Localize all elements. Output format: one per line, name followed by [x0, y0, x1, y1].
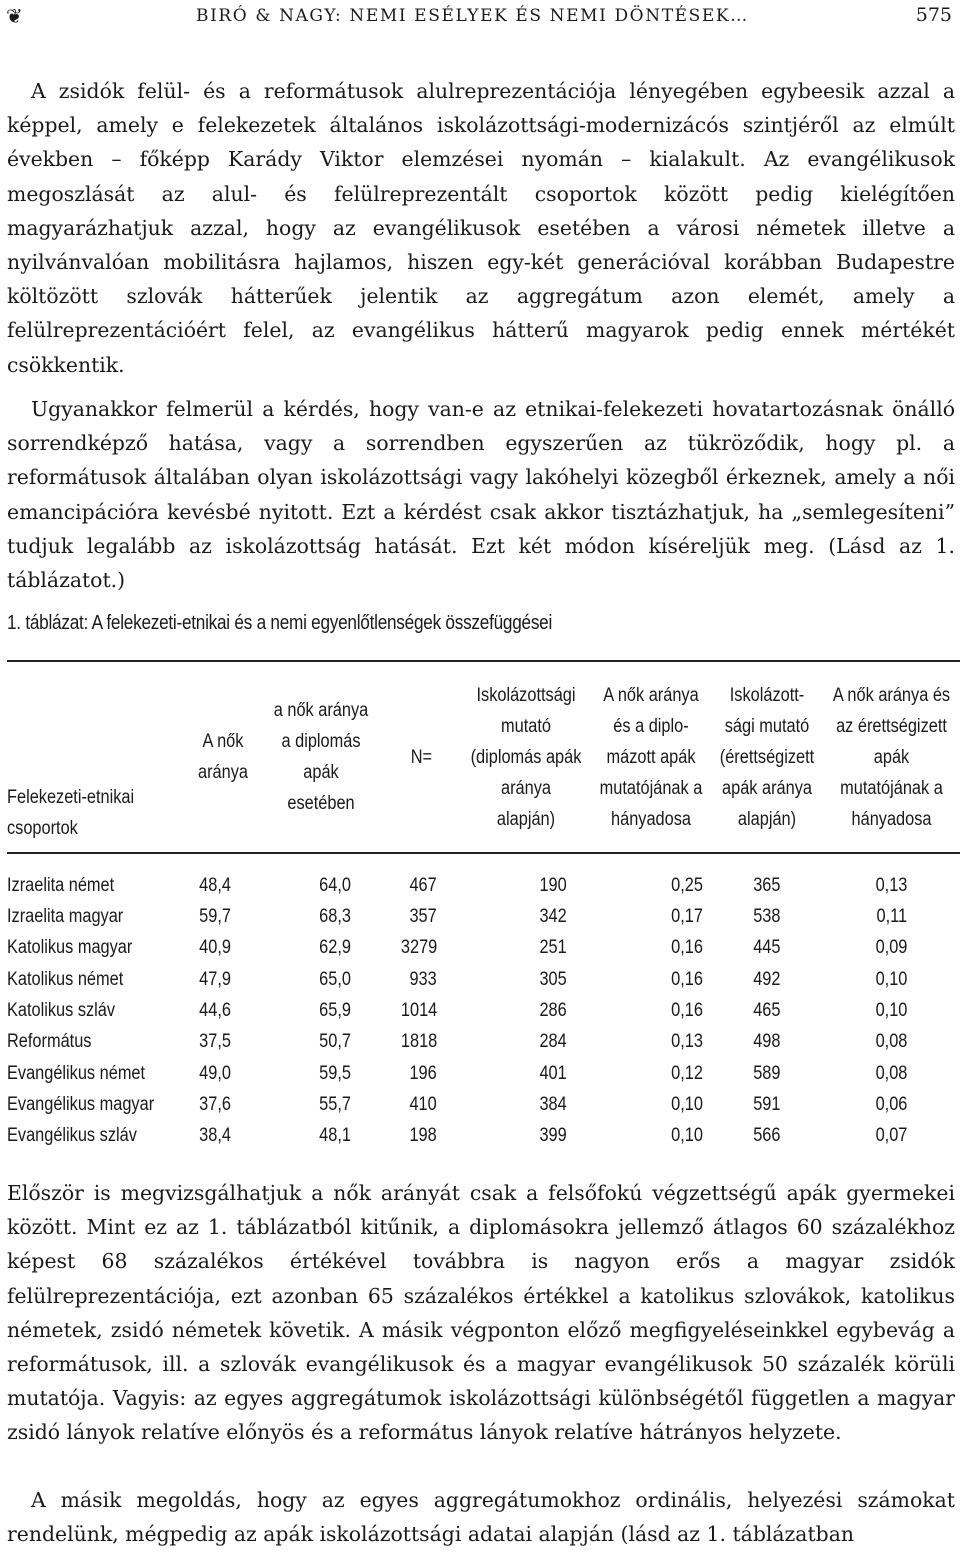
- value-cell: 0,10: [875, 1000, 908, 1022]
- value-cell: 286: [539, 1000, 567, 1022]
- value-cell: 44,6: [199, 1000, 231, 1022]
- value-cell: 190: [539, 875, 567, 896]
- table-row: [7, 1089, 960, 1120]
- value-cell: 538: [753, 906, 781, 928]
- column-header: N=: [381, 661, 461, 853]
- running-header: [6, 2, 952, 32]
- value-cell: 198: [409, 1125, 437, 1147]
- page-number: 575: [915, 4, 952, 26]
- value-cell: 59,7: [199, 906, 231, 928]
- value-cell: 37,6: [199, 1093, 231, 1115]
- value-cell: 0,11: [876, 906, 907, 928]
- table-row: [7, 1057, 960, 1088]
- value-cell: 38,4: [199, 1125, 231, 1147]
- group-name-cell: Református: [7, 1031, 92, 1053]
- value-cell: 37,5: [199, 1031, 231, 1053]
- value-cell: 589: [753, 1062, 781, 1084]
- paragraph-4: A másik megoldás, hogy az egyes aggregátumokhoz ordinális, helyezési számokat rendelünk, mégpedig az apák iskolázottsági adatai alapján (lásd az 1. táblázatban: [7, 1488, 955, 1547]
- value-cell: 3279: [400, 937, 437, 959]
- paragraph-1: A zsidók felül- és a reformátusok alulreprezentációja lényegében egybeesik azzal a képpel, amely e felekezetek általános iskolázottsági-modernizácós szintjéről az elmúlt években – főképp Karády Viktor elemzései nyomán – kialakult. Az evangélikusok megoszlását az alul- és felülreprezentált csoportok között pedig kielégítően magyarázhatjuk azzal, hogy az evangélikusok esetében a városi németek illetve a nyilvánvalóan mobilitásra hajlamos, hiszen egy-két generációval korábban Budapestre költözött szlovák hátterűek jelentik az aggregátum azon elemét, amely a felülreprezentációért felel, az evangélikus hátterű magyarok pedig ennek mértékét csökkentik.: [7, 79, 955, 377]
- value-cell: 49,0: [199, 1062, 231, 1084]
- value-cell: 55,7: [319, 1093, 351, 1115]
- value-cell: 251: [539, 937, 567, 959]
- table-row: [7, 901, 960, 932]
- value-cell: 0,25: [671, 875, 703, 896]
- value-cell: 566: [753, 1125, 781, 1147]
- value-cell: 65,0: [319, 968, 351, 990]
- value-cell: 0,17: [671, 906, 703, 928]
- value-cell: 465: [753, 1000, 781, 1022]
- value-cell: 1014: [400, 1000, 437, 1022]
- value-cell: 0,06: [875, 1093, 908, 1115]
- value-cell: 498: [753, 1031, 781, 1053]
- table-row: [7, 1026, 960, 1057]
- value-cell: 933: [409, 968, 437, 990]
- value-cell: 0,07: [875, 1125, 908, 1147]
- group-name-cell: Evangélikus szláv: [7, 1125, 137, 1147]
- value-cell: 68,3: [319, 906, 351, 928]
- value-cell: 1818: [400, 1031, 437, 1053]
- value-cell: 0,10: [875, 968, 908, 990]
- value-cell: 492: [753, 968, 781, 990]
- value-cell: 62,9: [319, 937, 351, 959]
- group-name-cell: Izraelita német: [7, 875, 115, 896]
- value-cell: 65,9: [319, 1000, 351, 1022]
- group-name-cell: Izraelita magyar: [7, 906, 124, 928]
- value-cell: 0,16: [671, 937, 703, 959]
- paragraph-2: Ugyanakkor felmerül a kérdés, hogy van-e az etnikai-felekezeti hovatartozásnak önálló sorrendképző hatása, vagy a sorrendben egyszerűen az tükröződik, hogy pl. a reformátusok általában olyan iskolázottsági vagy lakóhelyi közegből érkeznek, amely a női emancipációra kevésbé nyitott. Ezt a kérdést csak akkor tisztázhatjuk, ha „semlegesíteni” tudjuk legalább az iskolázottság hatását. Ezt két módon kíséreljük meg. (Lásd az 1. táblázatot.): [7, 397, 955, 593]
- table-row: [7, 964, 960, 995]
- table-row: [7, 853, 960, 901]
- column-header: Iskolázottsági mutató (diplomás apák aránya alapján): [461, 661, 591, 853]
- value-cell: 399: [539, 1125, 567, 1147]
- table-caption: 1. táblázat: A felekezeti-etnikai és a nemi egyenlőtlenségek összefüggései: [7, 612, 553, 634]
- fleuron-icon: ❦: [6, 4, 23, 28]
- value-cell: 384: [539, 1093, 567, 1115]
- value-cell: 445: [753, 937, 781, 959]
- column-header: A nők aránya és a diplomázott apák mutatójának a hányadosa: [591, 661, 711, 853]
- data-table: [7, 660, 960, 1151]
- value-cell: 591: [753, 1093, 781, 1115]
- group-name-cell: Evangélikus magyar: [7, 1093, 155, 1115]
- value-cell: 0,08: [875, 1062, 908, 1084]
- paragraph-3: Először is megvizsgálhatjuk a nők arányát csak a felsőfokú végzettségű apák gyermekei között. Mint ez az 1. táblázatból kitűnik, a diplomásokra jellemző átlagos 60 százalékhoz képest 68 százalékos értékével továbbra is nagyon erős a magyar zsidók felülreprezentációja, ezt azonban 65 százalékos értékkel a katolikus szlovákok, katolikus németek, zsidó németek követik. A másik végponton előző megfigyeléseinkkel egybevág a reformátusok, ill. a szlovák evangélikusok és a magyar evangélikusok 50 százalék körüli mutatója. Vagyis: az egyes aggregátumok iskolázottsági különbségétől független a magyar zsidó lányok relatíve előnyös és a református lányok relatíve hátrányos helyzete.: [7, 1181, 955, 1445]
- value-cell: 59,5: [319, 1062, 351, 1084]
- value-cell: 0,09: [875, 937, 908, 959]
- table-header: [7, 661, 960, 853]
- table-row: [7, 1120, 960, 1151]
- value-cell: 410: [409, 1093, 437, 1115]
- value-cell: 64,0: [319, 875, 351, 896]
- value-cell: 342: [539, 906, 567, 928]
- table-row: [7, 995, 960, 1026]
- column-header: A nők aránya és az érettségizett apák mutatójának a hányadosa: [823, 661, 960, 853]
- column-header: A nők aránya: [185, 661, 261, 853]
- column-header: a nők aránya a diplomás apák esetében: [261, 661, 381, 853]
- group-name-cell: Katolikus szláv: [7, 1000, 116, 1022]
- group-name-cell: Katolikus magyar: [7, 937, 133, 959]
- running-title: BIRÓ & NAGY: NEMI ESÉLYEK ÉS NEMI DÖNTÉSEK…: [196, 6, 749, 26]
- value-cell: 0,13: [875, 875, 908, 896]
- table-body: [7, 853, 960, 1151]
- group-name-cell: Katolikus német: [7, 968, 124, 990]
- value-cell: 0,12: [671, 1062, 703, 1084]
- value-cell: 0,16: [671, 968, 703, 990]
- value-cell: 196: [409, 1062, 437, 1084]
- value-cell: 467: [409, 875, 437, 896]
- value-cell: 0,16: [671, 1000, 703, 1022]
- value-cell: 0,10: [671, 1125, 703, 1147]
- value-cell: 40,9: [199, 937, 231, 959]
- value-cell: 0,10: [671, 1093, 703, 1115]
- value-cell: 357: [409, 906, 437, 928]
- value-cell: 0,13: [671, 1031, 703, 1053]
- value-cell: 47,9: [199, 968, 231, 990]
- value-cell: 48,4: [199, 875, 231, 896]
- value-cell: 401: [539, 1062, 567, 1084]
- group-name-cell: Evangélikus német: [7, 1062, 146, 1084]
- value-cell: 48,1: [319, 1125, 351, 1147]
- column-header: Iskolázottsági mutató (érettségizett apák aránya alapján): [711, 661, 823, 853]
- column-header: Felekezeti-etnikai csoportok: [7, 661, 185, 853]
- value-cell: 284: [539, 1031, 567, 1053]
- value-cell: 0,08: [875, 1031, 908, 1053]
- value-cell: 365: [753, 875, 781, 896]
- value-cell: 50,7: [319, 1031, 351, 1053]
- value-cell: 305: [539, 968, 567, 990]
- table-row: [7, 932, 960, 963]
